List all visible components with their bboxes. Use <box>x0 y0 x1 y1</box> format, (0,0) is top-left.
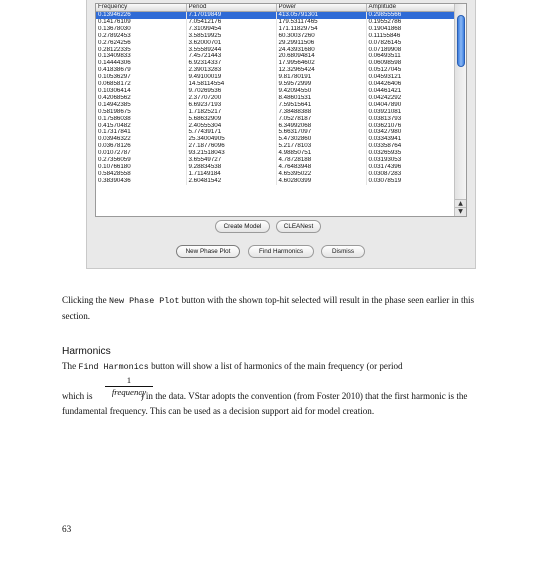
table-row[interactable] <box>96 109 454 116</box>
results-table-panel <box>95 3 467 217</box>
cell-power: 9.59572999 <box>276 81 366 88</box>
cell-frequency: 0.14176109 <box>96 19 186 26</box>
paragraph-new-phase-plot <box>62 293 482 324</box>
table-header-row <box>96 4 454 12</box>
cell-frequency: 0.17317841 <box>96 129 186 136</box>
cell-period: 5.68632909 <box>186 116 276 123</box>
cell-amplitude: 0.03813793 <box>366 116 454 123</box>
cell-power: 7.38488388 <box>276 109 366 116</box>
column-header-period[interactable]: Period <box>186 4 276 12</box>
paragraph-harmonics-convention <box>62 389 482 419</box>
cell-amplitude: 0.07826145 <box>366 40 454 47</box>
table-row[interactable] <box>96 12 454 19</box>
cell-amplitude: 0.19552786 <box>366 19 454 26</box>
table-row[interactable] <box>96 19 454 26</box>
cell-period: 3.58519925 <box>186 33 276 40</box>
cell-frequency: 0.13946226 <box>96 12 186 19</box>
cell-frequency: 0.13409833 <box>96 53 186 60</box>
cell-power: 7.59515641 <box>276 102 366 109</box>
cell-power: 4.78728188 <box>276 157 366 164</box>
table-row[interactable] <box>96 47 454 54</box>
cell-amplitude: 0.03193053 <box>366 157 454 164</box>
cell-period: 25.34004905 <box>186 136 276 143</box>
cell-frequency: 0.38390436 <box>96 178 186 185</box>
cell-frequency: 0.41838679 <box>96 67 186 74</box>
table-row[interactable] <box>96 164 454 171</box>
periodogram-results-dialog <box>86 0 476 269</box>
cell-frequency: 0.03678126 <box>96 143 186 150</box>
table-row[interactable] <box>96 53 454 60</box>
section-heading-harmonics: Harmonics <box>62 346 111 357</box>
cell-amplitude: 0.11155846 <box>366 33 454 40</box>
cell-frequency: 0.27892453 <box>96 33 186 40</box>
column-header-frequency[interactable]: Frequency <box>96 4 186 12</box>
cell-amplitude: 0.04461421 <box>366 88 454 95</box>
table-row[interactable] <box>96 81 454 88</box>
cell-period: 6.69237193 <box>186 102 276 109</box>
table-row[interactable] <box>96 26 454 33</box>
new-phase-plot-button[interactable]: New Phase Plot <box>176 245 240 258</box>
cell-power: 12.32965424 <box>276 67 366 74</box>
cell-period: 9.28834538 <box>186 164 276 171</box>
cell-frequency: 0.10766180 <box>96 164 186 171</box>
cell-power: 5.21778103 <box>276 143 366 150</box>
cell-period: 2.40555304 <box>186 123 276 130</box>
cell-amplitude: 0.06493511 <box>366 53 454 60</box>
table-row[interactable] <box>96 40 454 47</box>
cell-amplitude: 0.07189908 <box>366 47 454 54</box>
cell-amplitude: 0.03087283 <box>366 171 454 178</box>
cell-frequency: 0.01072787 <box>96 150 186 157</box>
cell-frequency: 0.27624256 <box>96 40 186 47</box>
table-row[interactable] <box>96 102 454 109</box>
cell-power: 20.68094814 <box>276 53 366 60</box>
scroll-up-arrow-icon[interactable]: ▲ <box>455 199 466 208</box>
cell-period: 2.39013283 <box>186 67 276 74</box>
cell-power: 5.47302860 <box>276 136 366 143</box>
table-row[interactable] <box>96 150 454 157</box>
cell-period: 93.21518043 <box>186 150 276 157</box>
table-row[interactable] <box>96 171 454 178</box>
table-row[interactable] <box>96 123 454 130</box>
cell-period: 2.37707200 <box>186 95 276 102</box>
table-row[interactable] <box>96 143 454 150</box>
paragraph-find-harmonics <box>62 359 482 375</box>
cell-period: 7.31099454 <box>186 26 276 33</box>
cell-frequency: 0.27356059 <box>96 157 186 164</box>
fraction-numerator: 1 <box>126 375 132 385</box>
cell-frequency: 0.28122335 <box>96 47 186 54</box>
cell-power: 413.05791301 <box>276 12 366 19</box>
para2-code: Find Harmonics <box>78 362 149 372</box>
table-body <box>96 12 454 185</box>
cell-period: 9.70269536 <box>186 88 276 95</box>
cell-power: 171.11829754 <box>276 26 366 33</box>
para2-text-after: button will show a list of harmonics of the main frequency (or period <box>148 361 403 371</box>
cell-frequency: 0.17586038 <box>96 116 186 123</box>
cell-frequency: 0.14444306 <box>96 60 186 67</box>
cell-frequency: 0.13678030 <box>96 26 186 33</box>
cell-power: 4.98850751 <box>276 150 366 157</box>
table-row[interactable] <box>96 178 454 185</box>
para2-text-before: The <box>62 361 79 371</box>
cell-amplitude: 0.03078519 <box>366 178 454 185</box>
cell-power: 6.34992068 <box>276 123 366 130</box>
column-header-power[interactable]: Power <box>276 4 366 12</box>
cell-power: 60.30037260 <box>276 33 366 40</box>
cell-power: 8.48601531 <box>276 95 366 102</box>
para1-text-before: Clicking the <box>62 295 109 305</box>
cell-amplitude: 0.29855566 <box>366 12 454 19</box>
cell-amplitude: 0.19041868 <box>366 26 454 33</box>
cell-period: 14.58114554 <box>186 81 276 88</box>
cell-period: 9.49100019 <box>186 74 276 81</box>
cell-power: 24.43931680 <box>276 47 366 54</box>
cell-period: 2.60481542 <box>186 178 276 185</box>
cell-amplitude: 0.04426406 <box>366 81 454 88</box>
cell-frequency: 0.41570482 <box>96 123 186 130</box>
cell-period: 1.71825217 <box>186 109 276 116</box>
cell-power: 9.42094550 <box>276 88 366 95</box>
cell-amplitude: 0.03265935 <box>366 150 454 157</box>
para1-code: New Phase Plot <box>108 296 180 306</box>
cell-period: 3.62000701 <box>186 40 276 47</box>
cell-period: 3.55589244 <box>186 47 276 54</box>
table-row[interactable] <box>96 33 454 40</box>
cell-power: 4.60280399 <box>276 178 366 185</box>
scroll-down-arrow-icon[interactable]: ▼ <box>455 207 466 216</box>
cell-amplitude: 0.03174396 <box>366 164 454 171</box>
fraction-denominator: frequency <box>111 387 147 397</box>
table-row[interactable] <box>96 60 454 67</box>
cleanest-button[interactable]: CLEANest <box>276 220 321 233</box>
cell-amplitude: 0.03358764 <box>366 143 454 150</box>
cell-amplitude: 0.04593121 <box>366 74 454 81</box>
table-row[interactable] <box>96 116 454 123</box>
cell-power: 5.66317097 <box>276 129 366 136</box>
para1-text-after: button with the shown top-hit selected will result in the phase seen earlier in this section. <box>62 295 475 321</box>
cell-power: 29.29911506 <box>276 40 366 47</box>
cell-period: 1.71149184 <box>186 171 276 178</box>
cell-period: 7.17019849 <box>186 12 276 19</box>
cell-period: 3.65549727 <box>186 157 276 164</box>
table-row[interactable] <box>96 67 454 74</box>
cell-frequency: 0.03946322 <box>96 136 186 143</box>
cell-frequency: 0.58198675 <box>96 109 186 116</box>
cell-power: 9.81780191 <box>276 74 366 81</box>
table-row[interactable] <box>96 74 454 81</box>
cell-amplitude: 0.03427980 <box>366 129 454 136</box>
table-row[interactable] <box>96 136 454 143</box>
cell-period: 7.45721443 <box>186 53 276 60</box>
scrollbar-thumb[interactable] <box>457 15 465 67</box>
create-model-button[interactable]: Create Model <box>215 220 270 233</box>
table-row[interactable] <box>96 157 454 164</box>
vertical-scrollbar[interactable] <box>454 4 466 216</box>
cell-frequency: 0.14942385 <box>96 102 186 109</box>
cell-period: 27.18776096 <box>186 143 276 150</box>
cell-amplitude: 0.03921081 <box>366 109 454 116</box>
para3-text-before: which is <box>62 391 93 401</box>
column-header-amplitude[interactable]: Amplitude <box>366 4 454 12</box>
cell-power: 17.99564602 <box>276 60 366 67</box>
cell-period: 7.05412176 <box>186 19 276 26</box>
dismiss-button[interactable]: Dismiss <box>321 245 365 258</box>
cell-amplitude: 0.03621076 <box>366 123 454 130</box>
cell-amplitude: 0.04242292 <box>366 95 454 102</box>
cell-power: 179.53117465 <box>276 19 366 26</box>
cell-period: 5.77439171 <box>186 129 276 136</box>
para3-text-after: ) in the data. VStar adopts the convention (from Foster 2010) that the first harmonic is the fundamental frequency. This can be used as a decision support aid for model creation. <box>62 391 468 416</box>
cell-power: 4.65395022 <box>276 171 366 178</box>
table-row[interactable] <box>96 129 454 136</box>
cell-amplitude: 0.05127045 <box>366 67 454 74</box>
cell-power: 7.05278187 <box>276 116 366 123</box>
cell-frequency: 0.06858172 <box>96 81 186 88</box>
cell-frequency: 0.10536297 <box>96 74 186 81</box>
cell-amplitude: 0.04047890 <box>366 102 454 109</box>
cell-frequency: 0.42068562 <box>96 95 186 102</box>
cell-frequency: 0.10306414 <box>96 88 186 95</box>
cell-amplitude: 0.06098598 <box>366 60 454 67</box>
table-row[interactable] <box>96 88 454 95</box>
cell-amplitude: 0.03343941 <box>366 136 454 143</box>
results-table <box>96 4 455 185</box>
cell-power: 4.76483948 <box>276 164 366 171</box>
cell-frequency: 0.58428558 <box>96 171 186 178</box>
cell-period: 6.92314337 <box>186 60 276 67</box>
table-row[interactable] <box>96 95 454 102</box>
page-number: 63 <box>62 524 72 534</box>
find-harmonics-button[interactable]: Find Harmonics <box>248 245 314 258</box>
